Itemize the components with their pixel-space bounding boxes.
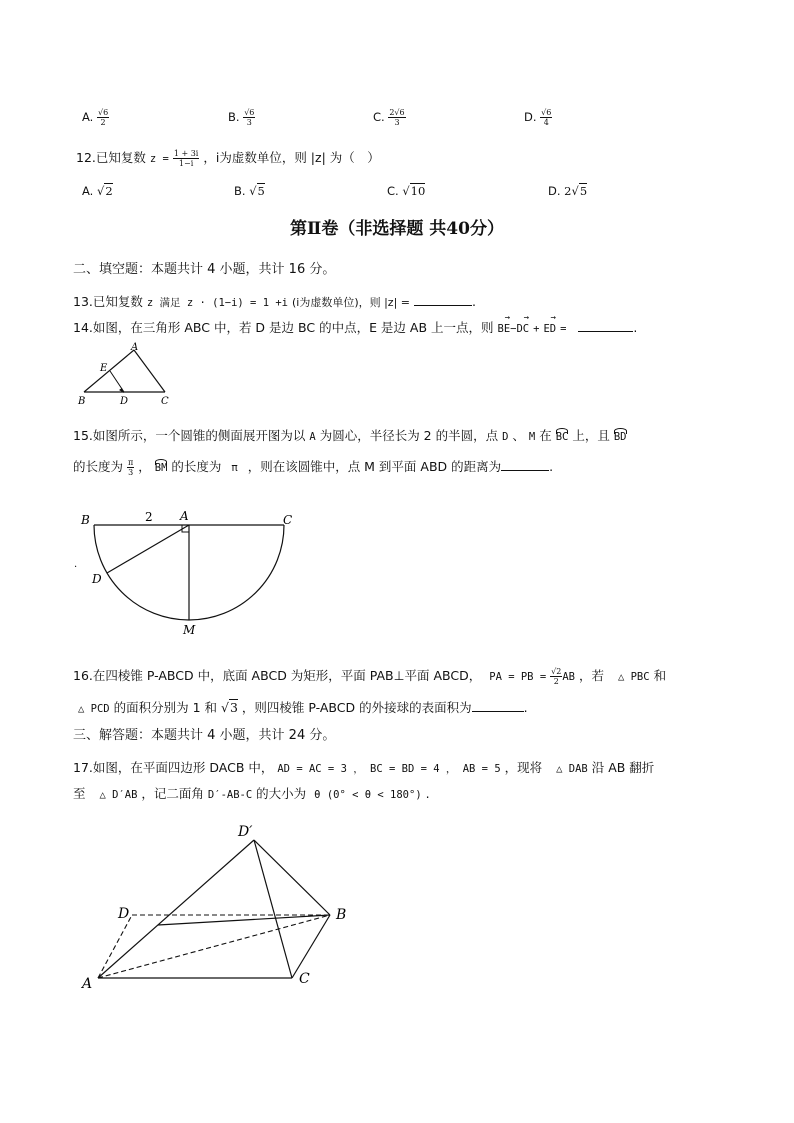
option-label: B.: [228, 110, 240, 124]
section-title: 第Ⅱ卷（非选择题 共40分）: [290, 219, 504, 239]
fraction: $\frac{2√6}{3}$: [389, 108, 405, 127]
q15-line2: 的长度为 $\frac{\pi}{3}$ ， BM 的长度为 π ，则在该圆锥中，点 M 到平面 ABD 的距离为 .: [73, 458, 554, 477]
q16-line1: 16.在四棱锥 P-ABCD 中，底面 ABCD 为矩形，平面 PAB⊥平面 ABCD， PA = PB = $\frac{√2}{2}$ AB ，若 △ PBC 和: [73, 667, 667, 686]
q12-stem: 12.已知复数 z = $\frac{1 + 3i}{1-i}$ ，i为虚数单位，则 |z| 为（ ）: [76, 149, 380, 168]
label-b: B: [78, 396, 86, 407]
label-e: E: [100, 363, 108, 374]
q11-option-b: [228, 108, 255, 127]
q11-option-c: [373, 108, 406, 127]
fraction: $\frac{\pi}{3}$: [128, 458, 134, 477]
option-label: C.: [373, 110, 385, 124]
sqrt: √2: [96, 184, 113, 198]
fill-in-header: 二、填空题：本题共计 4 小题，共计 16 分。: [73, 262, 336, 277]
sqrt: √10: [402, 184, 426, 198]
label-radius: 2: [145, 510, 153, 524]
fraction: $\frac{√2}{2}$: [551, 667, 562, 686]
sqrt: √3: [220, 700, 238, 715]
label-b: B: [336, 907, 347, 923]
label-d: D: [118, 906, 130, 922]
semicircle-figure: [70, 505, 310, 640]
label-a: A: [131, 342, 139, 353]
label-d: D: [120, 396, 129, 407]
fraction: $\frac{1 + 3i}{1-i}$: [173, 149, 199, 168]
label-d: D: [92, 572, 102, 586]
q11-option-d: [524, 108, 552, 127]
q17-line1: 17.如图，在平面四边形 DACB 中， AD = AC = 3 ， BC = BD = 4 ， AB = 5 ，现将 △ DAB 沿 AB 翻折: [73, 760, 655, 775]
fraction: $\frac{√6}{4}$: [541, 108, 552, 127]
label-a: A: [180, 509, 189, 523]
q12-option-d: D. 2√5: [548, 184, 588, 198]
sqrt: √5: [249, 184, 265, 198]
label-a: A: [82, 976, 93, 992]
answer-blank: [501, 470, 549, 471]
q13-stem: 13.已知复数 z 满足 z · (1−i) = 1 +i (i为虚数单位)，则 |z| = .: [73, 294, 476, 309]
answer-blank: [414, 305, 472, 306]
pyramid-figure: [74, 818, 364, 998]
fraction: $\frac{√6}{2}$: [97, 108, 109, 127]
q12-option-c: C. √10: [387, 184, 426, 198]
q17-line2: 至 △ D′AB ，记二面角 D′-AB-C 的大小为 θ (0° < θ < 180°) .: [73, 786, 430, 801]
stray-dot: .: [74, 559, 78, 570]
label-c: C: [161, 396, 169, 407]
solve-header: 三、解答题：本题共计 4 小题，共计 24 分。: [73, 728, 336, 743]
sqrt: √5: [571, 184, 588, 198]
label-c: C: [299, 971, 310, 987]
q11-option-a: [82, 108, 109, 127]
answer-blank: [578, 331, 633, 332]
label-d-prime: D′: [238, 824, 253, 840]
answer-blank: [472, 711, 524, 712]
label-c: C: [283, 513, 293, 527]
option-label: A.: [82, 110, 94, 124]
q15-line1: 15.如图所示，一个圆锥的侧面展开图为以 A 为圆心，半径长为 2 的半圆，点 D 、 M 在 BC 上，且 BD: [73, 428, 627, 443]
option-label: D.: [524, 110, 537, 124]
q14-stem: 14.如图，在三角形 ABC 中，若 D 是边 BC 的中点，E 是边 AB 上一点，则 → BE−→ DC + → ED = .: [73, 318, 637, 336]
q12-option-b: B. √5: [234, 184, 265, 198]
fraction: $\frac{√6}{3}$: [244, 108, 255, 127]
label-m: M: [183, 623, 196, 637]
q12-option-a: A. √2: [82, 184, 113, 198]
label-b: B: [81, 513, 90, 527]
q16-line2: △ PCD 的面积分别为 1 和 √3 ，则四棱锥 P-ABCD 的外接球的表面积为 .: [78, 700, 528, 715]
triangle-figure: [74, 340, 184, 410]
